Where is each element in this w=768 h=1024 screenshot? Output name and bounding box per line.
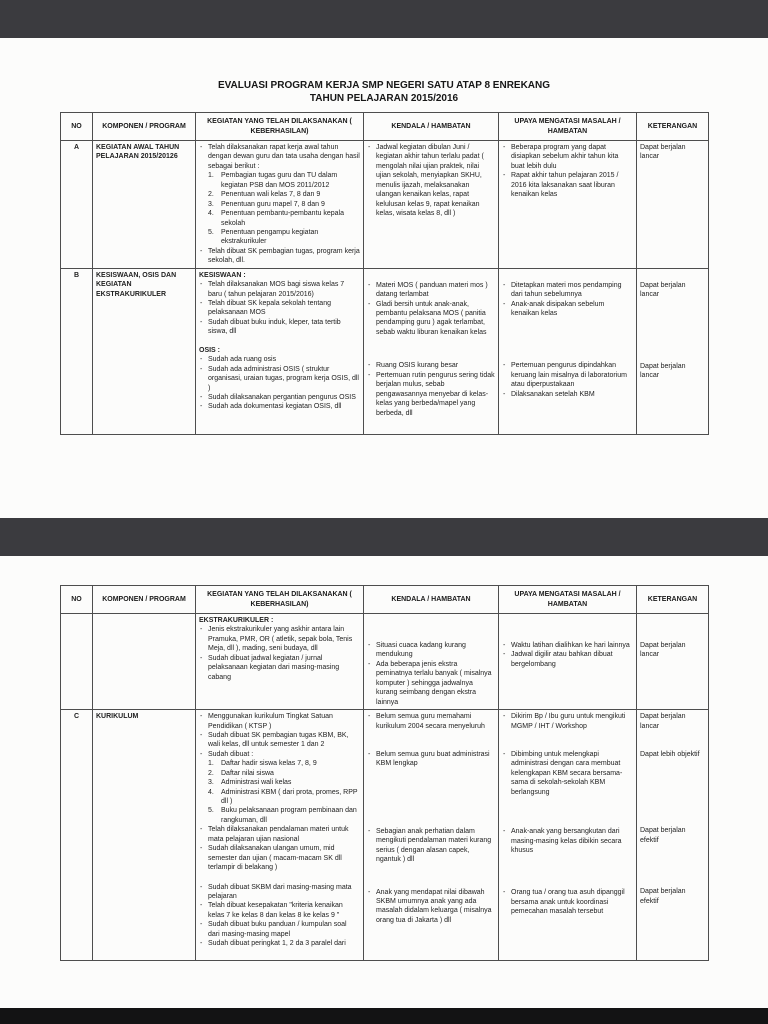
bullet-list: [502, 888, 633, 916]
title-line-2: TAHUN PELAJARAN 2015/2016: [309, 92, 459, 104]
col-header-upaya: UPAYA MENGATASI MASALAH / HAMBATAN: [499, 113, 637, 141]
col-header-kegiatan: KEGIATAN YANG TELAH DILAKSANAKAN ( KEBERHASILAN): [196, 586, 364, 614]
numbered-list: [208, 759, 360, 825]
list-item: - Sudah ada ruang osis: [199, 355, 360, 364]
col-header-komponen: KOMPONEN / PROGRAM: [93, 113, 196, 141]
list-item: - Sudah dibuat peringkat 1, 2 da 3 paralel dari: [199, 939, 360, 948]
list-item: - Sudah dibuat SK pembagian tugas KBM, BK, wali kelas, dll untuk semester 1 dan 2: [199, 731, 360, 750]
status-note: Dapat berjalan efektif: [640, 827, 686, 844]
status-note: Dapat berjalan lancar: [640, 713, 686, 730]
bullet-list: [502, 641, 633, 669]
list-item: - Situasi cuaca kadang kurang mendukung: [367, 641, 495, 660]
bullet-list: [367, 750, 495, 769]
list-item: - Gladi bersih untuk anak-anak, pembantu pelaksana MOS ( panitia pendamping guru ) agak terlambat, sebab waktu liburan kenaikan kelas: [367, 300, 495, 338]
list-item: Pembagian tugas guru dan TU dalam kegiatan PSB dan MOS 2011/2012: [221, 172, 338, 189]
list-item: - Ada beberapa jenis ekstra peminatnya terlalu banyak ( misalnya komputer ) sehingga jadwalnya kurang seimbang dengan ekstra lainnya: [367, 660, 495, 707]
cell-upaya: [499, 710, 637, 961]
cell-komponen: KURIKULUM: [93, 710, 196, 961]
cell-kendala: [364, 268, 499, 434]
status-note: Dapat berjalan lancar: [640, 144, 686, 161]
list-item: - Dilaksanakan setelah KBM: [502, 390, 633, 399]
list-item: - Jenis ekstrakurikuler yang askhir antara lain Pramuka, PMR, OR ( atletik, sepak bola, Tenis Meja, dll ), mading, seni budaya, dll: [199, 625, 360, 653]
list-item: Penentuan guru mapel 7, 8 dan 9: [221, 200, 325, 208]
list-item: - Anak yang mendapat nilai dibawah SKBM umumnya anak yang ada masalah didalam keluarga ( misalnya orang tua di Jakarta ) dll: [367, 888, 495, 926]
bullet-list: [502, 827, 633, 855]
list-item: Daftar hadir siswa kelas 7, 8, 9: [221, 760, 317, 768]
cell-kendala: [364, 141, 499, 269]
cell-keterangan: [637, 268, 709, 434]
list-item: Administrasi wali kelas: [221, 779, 292, 787]
cell-no: B: [61, 268, 93, 434]
list-item: - Rapat akhir tahun pelajaran 2015 / 2016 kita laksanakan saat liburan kenaikan kelas: [502, 171, 633, 199]
col-header-no: NO: [61, 586, 93, 614]
numbered-list: [208, 171, 360, 247]
status-note: Dapat berjalan lancar: [640, 281, 686, 299]
list-item: - Sudah dilaksanakan ulangan umum, mid semester dan ujian ( macam-macam SK dll terlampir di belakang ): [199, 844, 360, 872]
viewer-bottom-bar: [0, 1008, 768, 1024]
list-item: - Menggunakan kurikulum Tingkat Satuan Pendidikan ( KTSP ): [199, 712, 360, 731]
table-row-a: [61, 141, 709, 269]
bullet-list: [367, 361, 495, 418]
cell-no: C: [61, 710, 93, 961]
list-item: - Telah dibuat SK pembagian tugas, program kerja sekolah, dll.: [199, 247, 360, 266]
list-item: - Dikirim Bp / Ibu guru untuk mengikuti MGMP / IHT / Workshop: [502, 712, 633, 731]
evaluation-table-page-2: [60, 585, 709, 961]
title-line-1: EVALUASI PROGRAM KERJA SMP NEGERI SATU ATAP 8 ENREKANG: [217, 80, 551, 91]
list-item: - Sudah dibuat jadwal kegiatan / jurnal pelaksanaan kegiatan dari masing-masing cabang: [199, 654, 360, 682]
document-page-2: [0, 556, 768, 1008]
cell-kegiatan: [196, 268, 364, 434]
cell-upaya: [499, 141, 637, 269]
list-item: - Dibimbing untuk melengkapi administrasi dengan cara membuat kelengkapan KBM secara bersama-sama di sekolah-sekolah KBM berlangsung: [502, 750, 633, 797]
col-header-kendala: KENDALA / HAMBATAN: [364, 113, 499, 141]
status-note: Dapat berjalan efektif: [640, 888, 686, 905]
list-item: - Telah dibuat kesepakatan "kriteria kenaikan kelas 7 ke kelas 8 dan kelas 8 ke kelas 9 ": [199, 901, 360, 920]
evaluation-table-page-1: [60, 112, 709, 435]
list-item: - Belum semua guru memahami kurikulum 2004 secara menyeluruh: [367, 712, 495, 731]
list-item: - Pertemuan pengurus dipindahkan keruang lain misalnya di laboratorium atau diperpustakaan: [502, 361, 633, 389]
list-item: Penentuan wali kelas 7, 8 dan 9: [221, 191, 321, 199]
document-title: [0, 80, 768, 105]
cell-komponen: KESISWAAN, OSIS DAN KEGIATAN EKSTRAKURIKULER: [93, 268, 196, 434]
table-row-c: [61, 710, 709, 961]
list-item: - Pertemuan rutin pengurus sering tidak berjalan mulus, sebab pengawasannya menyebar di kelas-kelas yang berbeda/mapel yang berbeda, dll: [367, 371, 495, 418]
list-item: - Ditetapkan materi mos pendamping dari tahun sebelumnya: [502, 281, 633, 300]
list-item: - Sudah dilaksanakan pergantian pengurus OSIS: [199, 393, 360, 402]
bullet-list: [199, 355, 360, 412]
section-title: EKSTRAKURIKULER :: [199, 617, 274, 624]
cell-kendala: [364, 710, 499, 961]
list-item: - Jadwal digilir atau bahkan dibuat bergelombang: [502, 650, 633, 669]
bullet-list: [502, 361, 633, 399]
section-title: KESISWAAN :: [199, 271, 246, 279]
bullet-list: [199, 883, 360, 949]
list-item: - Sudah ada administrasi OSIS ( struktur organisasi, uraian tugas, program kerja OSIS, dll ): [199, 365, 360, 393]
bullet-list: [502, 143, 633, 200]
cell-upaya: [499, 614, 637, 710]
table-header-row: [61, 113, 709, 141]
status-note: Dapat berjalan lancar: [640, 642, 686, 659]
cell-kendala: [364, 614, 499, 710]
list-item: Administrasi KBM ( dari prota, promes, RPP dll ): [221, 788, 358, 805]
col-header-keterangan: KETERANGAN: [637, 586, 709, 614]
list-item: - Sudah dibuat SKBM dari masing-masing mata pelajaran: [199, 883, 360, 902]
bullet-list: [199, 712, 360, 759]
bullet-list: [502, 750, 633, 797]
cell-no: A: [61, 141, 93, 269]
bullet-list: [199, 280, 360, 337]
list-item: - Jadwal kegiatan dibulan Juni / kegiatan akhir tahun terlalu padat ( mengolah nilai ujian praktek, nilai ujian sekolah, menyiapkan SKHU, menulis ijazah, melaksanakan ulangan kenaikan kelas, rapat kelulusan kelas 9, rapat kenaikan kelas, wisata kelas 8, dll ): [367, 143, 495, 219]
bullet-list: [367, 641, 495, 707]
list-item: - Ruang OSIS kurang besar: [367, 361, 495, 370]
bullet-list: [502, 281, 633, 319]
list-item: - Orang tua / orang tua asuh dipanggil bersama anak untuk koordinasi pemecahan masalah tersebut: [502, 888, 633, 916]
list-item: Penentuan pengampu kegiatan ekstrakurikuler: [221, 228, 319, 246]
list-item: - Telah dibuat SK kepala sekolah tentang pelaksanaan MOS: [199, 299, 360, 318]
bullet-list: [367, 712, 495, 731]
bullet-list: [502, 712, 633, 731]
cell-keterangan: [637, 141, 709, 269]
list-item: - Telah dilaksanakan pendalaman materi untuk mata pelajaran ujian nasional: [199, 825, 360, 844]
cell-keterangan: [637, 614, 709, 710]
col-header-komponen: KOMPONEN / PROGRAM: [93, 586, 196, 614]
list-item: Daftar nilai siswa: [221, 769, 274, 777]
list-item: Penentuan pembantu-pembantu kepala sekolah: [221, 210, 344, 227]
cell-komponen: KEGIATAN AWAL TAHUN PELAJARAN 2015/20126: [93, 141, 196, 269]
cell-kegiatan: [196, 614, 364, 710]
list-item: - Beberapa program yang dapat disiapkan sebelum akhir tahun kita buat lebih dulu: [502, 143, 633, 171]
cell-upaya: [499, 268, 637, 434]
list-item: - Sudah dibuat buku induk, kleper, tata tertib siswa, dll: [199, 318, 360, 337]
table-row-b-continued: [61, 614, 709, 710]
cell-komponen: [93, 614, 196, 710]
list-item: Buku pelaksanaan program pembinaan dan rangkuman, dll: [221, 807, 357, 824]
list-item: - Sudah dibuat :: [199, 750, 360, 759]
section-title: OSIS :: [199, 346, 221, 354]
list-item: - Materi MOS ( panduan materi mos ) datang terlambat: [367, 281, 495, 300]
list-item: - Telah dilaksanakan rapat kerja awal tahun dengan dewan guru dan tata usaha dengan hasil sebagai berikut :: [199, 143, 360, 171]
document-page-1: [0, 38, 768, 518]
col-header-kendala: KENDALA / HAMBATAN: [364, 586, 499, 614]
bullet-list: [199, 625, 360, 682]
list-item: - Waktu latihan dialihkan ke hari lainnya: [502, 641, 633, 650]
cell-kegiatan: [196, 710, 364, 961]
col-header-keterangan: KETERANGAN: [637, 113, 709, 141]
table-header-row: [61, 586, 709, 614]
list-item: - Sebagian anak perhatian dalam mengikuti pendalaman materi kurang serius ( dengan alasan capek, ngantuk ) dll: [367, 827, 495, 865]
status-note: Dapat berjalan lancar: [640, 362, 686, 379]
bullet-list: [367, 888, 495, 926]
list-item: - Anak-anak yang bersangkutan dari masing-masing kelas dibikin secara khusus: [502, 827, 633, 855]
list-item: - Anak-anak disipakan sebelum kenaikan kelas: [502, 300, 633, 319]
list-item: - Belum semua guru buat administrasi KBM lengkap: [367, 750, 495, 769]
bullet-list: [367, 143, 495, 219]
list-item: - Sudah dibuat buku panduan / kumpulan soal dari masing-masing mapel: [199, 920, 360, 939]
bullet-list: [199, 825, 360, 872]
table-row-b: [61, 268, 709, 434]
list-item: - Sudah ada dokumentasi kegiatan OSIS, dll: [199, 402, 360, 411]
cell-kegiatan: [196, 141, 364, 269]
bullet-list: [367, 827, 495, 865]
bullet-list: [367, 281, 495, 338]
col-header-kegiatan: KEGIATAN YANG TELAH DILAKSANAKAN ( KEBERHASILAN): [196, 113, 364, 141]
col-header-upaya: UPAYA MENGATASI MASALAH / HAMBATAN: [499, 586, 637, 614]
list-item: - Telah dilaksanakan MOS bagi siswa kelas 7 baru ( tahun pelajaran 2015/2016): [199, 280, 360, 299]
status-note: Dapat lebih objektif: [640, 750, 700, 758]
col-header-no: NO: [61, 113, 93, 141]
cell-no: [61, 614, 93, 710]
cell-keterangan: [637, 710, 709, 961]
